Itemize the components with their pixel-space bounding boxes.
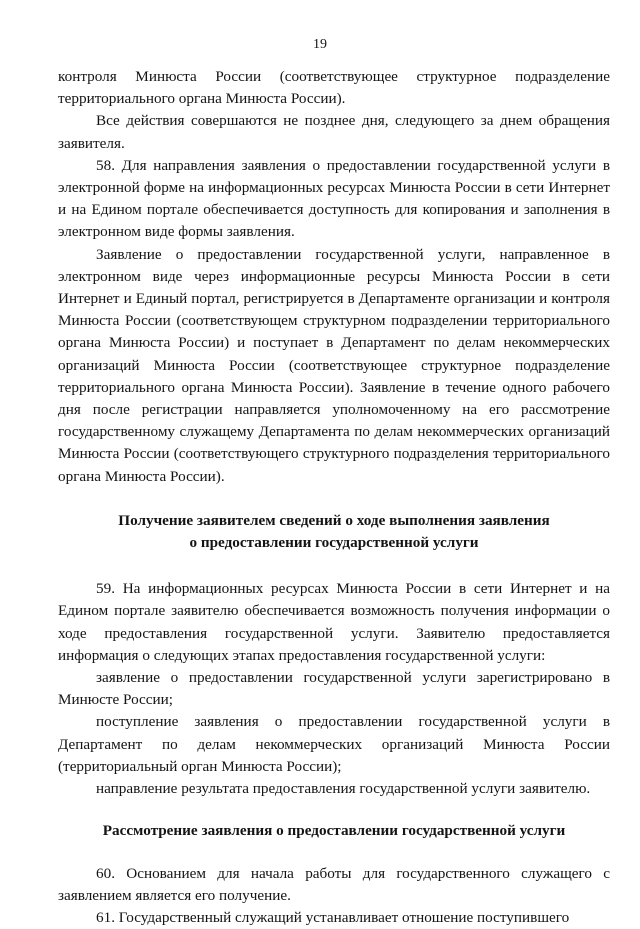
list-item: поступление заявления о предоставлении государственной услуги в Департамент по делам некоммерческих организаций Минюста России (территориальный орган Минюста России); — [58, 713, 610, 775]
heading-line: о предоставлении государственной услуги — [189, 534, 479, 552]
section-heading-status — [58, 510, 610, 554]
paragraph: Все действия совершаются не позднее дня, следующего за днем обращения заявителя. — [58, 112, 610, 152]
section-heading-review — [58, 820, 610, 842]
list-item: направление результата предоставления государственной услуги заявителю. — [96, 780, 591, 798]
heading-line: Рассмотрение заявления о предоставлении государственной услуги — [102, 822, 566, 840]
paragraph-58: 58. Для направления заявления о предоставлении государственной услуги в электронной форме на информационных ресурсах Минюста России в сети Интернет и на Едином портале обеспечивается доступность для копирования и заполнения в электронном виде формы заявления. — [58, 156, 610, 241]
heading-line: Получение заявителем сведений о ходе выполнения заявления — [118, 511, 550, 529]
document-body — [58, 66, 610, 929]
paragraph: Заявление о предоставлении государственной услуги, направленное в электронном виде через информационные ресурсы Минюста России в сети Интернет и Единый портал, регистрируется в Департаменте организации и контроля Минюста России (соответствующем структурном подразделении территориального органа Минюста России) и поступает в Департамент по делам некоммерческих организаций Минюста России (соответствующее структурное подразделение территориального органа Минюста России). Заявление в течение одного рабочего дня после регистрации направляется уполномоченному на его рассмотрение государственному служащему Департамента по делам некоммерческих организаций Минюста России (соответствующего структурного подразделения территориального органа Минюста России). — [58, 245, 610, 485]
paragraph-61: 61. Государственный служащий устанавливает отношение поступившего — [96, 908, 570, 926]
page-number: 19 — [313, 37, 327, 52]
paragraph-59: 59. На информационных ресурсах Минюста России в сети Интернет и на Едином портале заявителю обеспечивается возможность получения информации о ходе предоставления государственной услуги. Заявителю предоставляется информация о следующих этапах предоставления государственной услуги: — [58, 580, 610, 664]
paragraph-continuation: контроля Минюста России (соответствующее структурное подразделение территориального органа Минюста России). — [58, 68, 610, 108]
list-item: заявление о предоставлении государственной услуги зарегистрировано в Минюсте России; — [58, 669, 610, 709]
paragraph-60: 60. Основанием для начала работы для государственного служащего с заявлением является его получение. — [58, 864, 610, 904]
